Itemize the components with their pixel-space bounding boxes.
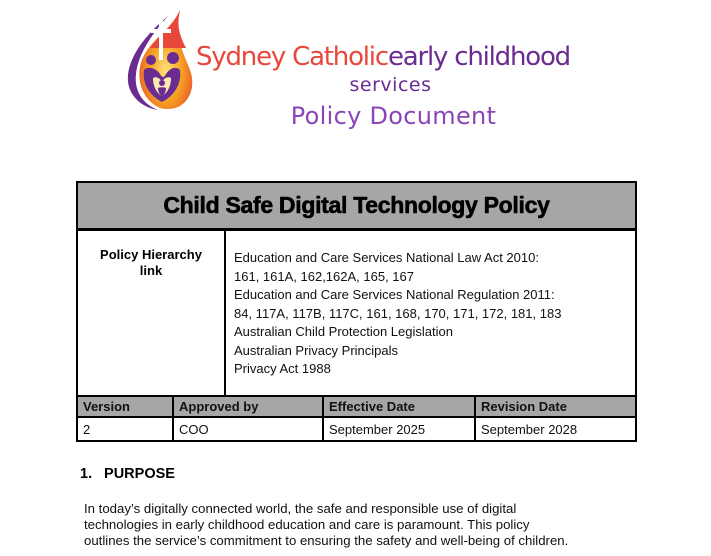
policy-hierarchy-list: [226, 231, 635, 395]
hierarchy-item: Education and Care Services National Regulation 2011:: [234, 287, 555, 302]
hierarchy-item: 84, 117A, 117B, 117C, 161, 168, 170, 171, 172, 181, 183: [234, 305, 562, 321]
column-header-approved-by: Approved by: [174, 397, 324, 418]
paragraph-line: technologies in early childhood education and care is paramount. This policy: [84, 517, 530, 532]
hierarchy-item: 161, 161A, 162,162A, 165, 167: [234, 268, 414, 284]
section-body-purpose: [84, 501, 644, 549]
section-title: PURPOSE: [104, 466, 175, 482]
policy-hierarchy-row: [78, 231, 635, 397]
paragraph-line: outlines the service’s commitment to ensuring the safety and well-being of children.: [84, 533, 569, 548]
policy-hierarchy-label-line2: link: [139, 263, 163, 278]
brand-name-services: services: [349, 74, 432, 96]
policy-version-grid: [78, 397, 635, 440]
hierarchy-item: Australian Privacy Principals: [234, 342, 399, 358]
hierarchy-item: Education and Care Services National Law Act 2010:: [234, 250, 539, 265]
version-value: 2: [78, 418, 174, 440]
effective-date-value: September 2025: [324, 418, 476, 440]
paragraph-line: In today’s digitally connected world, the safe and responsible use of digital: [84, 501, 517, 516]
revision-date-value: September 2028: [481, 422, 578, 437]
policy-hierarchy-label: [78, 231, 226, 395]
column-header-revision-date: Revision Date: [476, 397, 635, 418]
hierarchy-item: Australian Child Protection Legislation: [234, 324, 453, 339]
flame-family-cross-logo-icon: [120, 8, 196, 112]
document-type-label: Policy Document: [290, 102, 497, 130]
organisation-name: [196, 40, 570, 74]
brand-name-part2: early childhood: [387, 42, 570, 72]
policy-info-table: [76, 181, 637, 442]
policy-hierarchy-label-line1: Policy Hierarchy: [100, 247, 202, 262]
brand-name-part1: Sydney Catholic: [196, 42, 388, 72]
hierarchy-item: Privacy Act 1988: [234, 361, 331, 376]
column-header-version: Version: [78, 397, 174, 418]
policy-title: Child Safe Digital Technology Policy: [78, 183, 635, 231]
column-header-effective-date: Effective Date: [324, 397, 476, 418]
section-number: 1.: [80, 466, 93, 482]
approved-by-value: COO: [174, 418, 324, 440]
section-heading-purpose: [80, 466, 175, 482]
